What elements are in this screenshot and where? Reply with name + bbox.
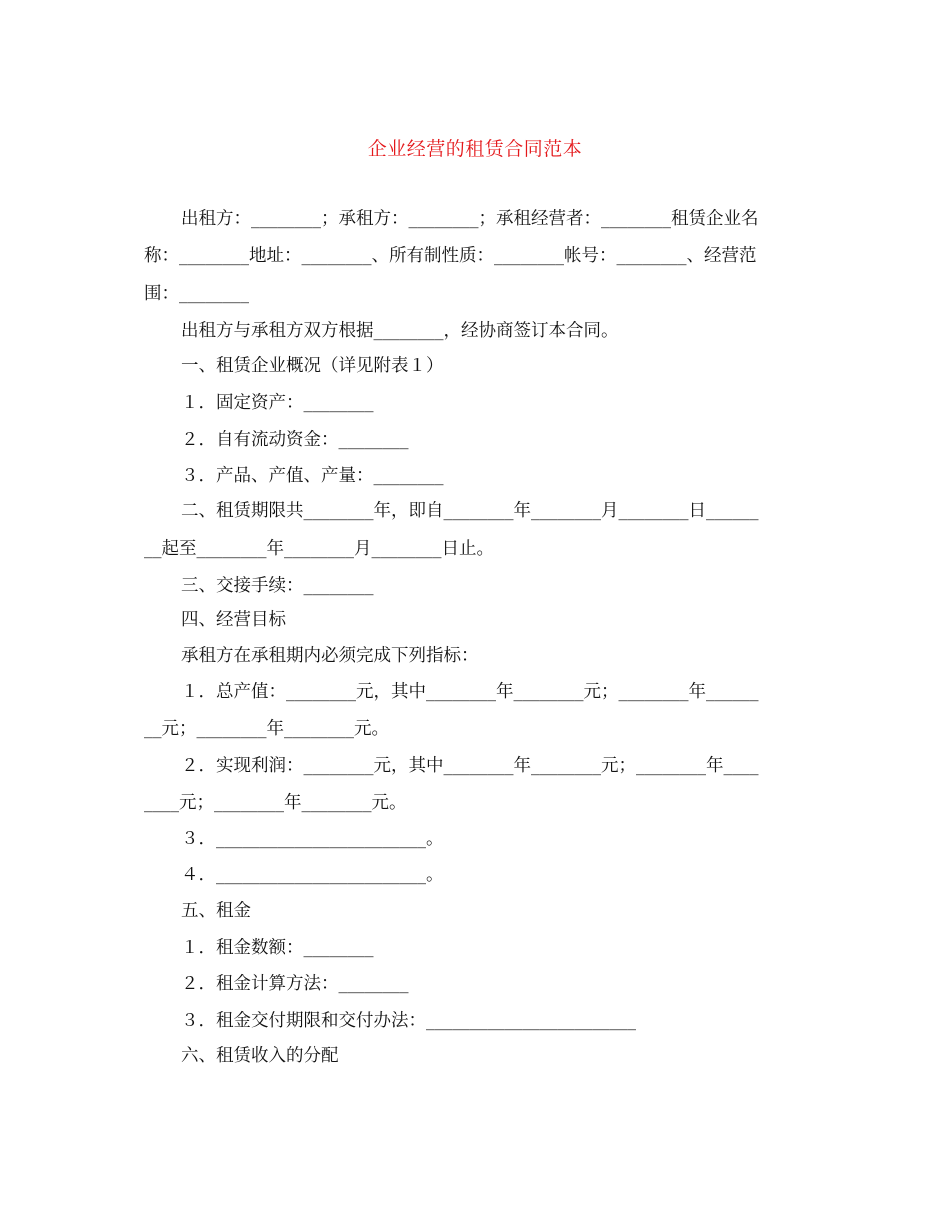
paragraph-line-basis: 出租方与承租方双方根据________，经协商签订本合同。 [181, 321, 619, 341]
paragraph-line-parties: 出租方：________；承租方：________；承租经营者：________租赁企业名 [181, 209, 759, 229]
paragraph-line-parties-cont: 称：________地址：________、所有制性质：________帐号：________、经营范 [144, 246, 757, 266]
section-2-cont: __起至________年________月________日止。 [144, 539, 494, 559]
list-item-4-4: ４．________________________。 [181, 865, 444, 885]
document-title: 企业经营的租赁合同范本 [367, 138, 583, 160]
list-item-4-2-cont: ____元；________年________元。 [144, 793, 407, 813]
list-item-1-2: ２．自有流动资金：________ [181, 430, 409, 450]
section-heading-4: 四、经营目标 [181, 610, 286, 630]
list-item-4-1: １．总产值：________元，其中________年________元；________年______ [181, 682, 759, 702]
paragraph-line-targets: 承租方在承租期内必须完成下列指标： [181, 646, 479, 666]
list-item-5-3: ３．租金交付期限和交付办法：________________________ [181, 1011, 636, 1031]
list-item-4-1-cont: __元；________年________元。 [144, 719, 389, 739]
section-heading-1: 一、租赁企业概况（详见附表１） [181, 356, 444, 376]
list-item-5-2: ２．租金计算方法：________ [181, 974, 409, 994]
list-item-4-3: ３．________________________。 [181, 829, 444, 849]
list-item-4-2: ２．实现利润：________元，其中________年________元；________年____ [181, 756, 759, 776]
list-item-5-1: １．租金数额：________ [181, 938, 374, 958]
section-heading-2: 二、租赁期限共________年，即自________年________月________日______ [181, 501, 759, 521]
section-heading-3: 三、交接手续：________ [181, 576, 374, 596]
list-item-1-1: １．固定资产：________ [181, 393, 374, 413]
section-heading-6: 六、租赁收入的分配 [181, 1046, 339, 1066]
paragraph-line-parties-end: 围：________ [144, 284, 249, 304]
list-item-1-3: ３．产品、产值、产量：________ [181, 466, 444, 486]
section-heading-5: 五、租金 [181, 901, 251, 921]
